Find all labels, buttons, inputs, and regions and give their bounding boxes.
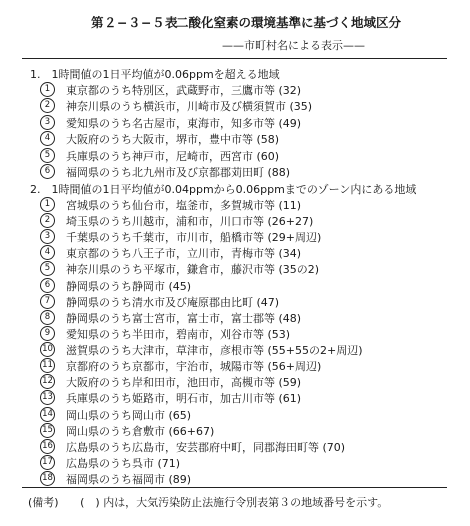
bottom-rule (22, 487, 447, 488)
table-title (0, 13, 470, 31)
circled-number: 16 (40, 439, 55, 454)
list-item-text: 広島県のうち広島市，安芸郡府中町，同郡海田町等 (70) (66, 441, 346, 454)
list-item-text: 福岡県のうち北九州市及び京都郡苅田町 (88) (66, 166, 291, 179)
circled-number: 5 (40, 148, 55, 163)
circled-number: 7 (40, 294, 55, 309)
section-2-heading: 2. 1時間値の1日平均値が0.04ppmから0.06ppmまでのゾーン内にある地域 (30, 183, 417, 196)
list-item-text: 福岡県のうち福岡市 (89) (66, 473, 192, 486)
circled-number: 9 (40, 326, 55, 341)
list-item-text: 兵庫県のうち姫路市，明石市，加古川市等 (61) (66, 392, 302, 405)
circled-number: 4 (40, 245, 55, 260)
circled-number: 1 (40, 197, 55, 212)
list-item-text: 大阪府のうち岸和田市，池田市，高槻市等 (59) (66, 376, 302, 389)
circled-number: 17 (40, 455, 55, 470)
list-item-text: 大阪府のうち大阪市，堺市，豊中市等 (58) (66, 133, 280, 146)
list-item-text: 岡山県のうち倉敷市 (66+67) (66, 425, 215, 438)
list-item-text: 静岡県のうち富士宮市，富士市，富士郡等 (48) (66, 312, 302, 325)
list-item-text: 神奈川県のうち横浜市，川崎市及び横須賀市 (35) (66, 100, 313, 113)
list-item-text: 岡山県のうち岡山市 (65) (66, 409, 192, 422)
circled-number: 13 (40, 390, 55, 405)
table-title-text: 二酸化窒素の環境基準に基づく地域区分 (176, 15, 402, 30)
circled-number: 14 (40, 407, 55, 422)
list-item-text: 千葉県のうち千葉市，市川市，船橋市等 (29+周辺) (66, 231, 322, 244)
list-item-text: 静岡県のうち清水市及び庵原郡由比町 (47) (66, 296, 280, 309)
list-item-text: 兵庫県のうち神戸市，尼崎市，西宮市 (60) (66, 150, 280, 163)
table-subtitle: ——市町村名による表示—— (222, 39, 365, 52)
list-item-text: 埼玉県のうち川越市，浦和市，川口市等 (26+27) (66, 215, 314, 228)
circled-number: 6 (40, 278, 55, 293)
circled-number: 2 (40, 213, 55, 228)
list-item-text: 滋賀県のうち大津市，草津市，彦根市等 (55+55の2+周辺) (66, 344, 363, 357)
top-rule (22, 58, 447, 59)
list-item-text: 神奈川県のうち平塚市，鎌倉市，藤沢市等 (35の2) (66, 263, 320, 276)
remarks-paren: ( ) (80, 496, 100, 509)
table-number: 第２−３−５表 (91, 15, 178, 30)
remarks (28, 494, 388, 510)
remarks-label: (備考) (28, 496, 59, 509)
circled-number: 4 (40, 131, 55, 146)
circled-number: 3 (40, 115, 55, 130)
list-item-text: 広島県のうち呉市 (71) (66, 457, 181, 470)
list-item-text: 東京都のうち八王子市，立川市，青梅市等 (34) (66, 247, 302, 260)
circled-number: 12 (40, 374, 55, 389)
circled-number: 18 (40, 471, 55, 486)
circled-number: 6 (40, 164, 55, 179)
remarks-text: 内は，大気汚染防止法施行令別表第３の地域番号を示す。 (103, 496, 389, 509)
list-item-text: 愛知県のうち半田市，碧南市，刈谷市等 (53) (66, 328, 291, 341)
circled-number: 10 (40, 342, 55, 357)
list-item-text: 宮城県のうち仙台市，塩釜市，多賀城市等 (11) (66, 199, 302, 212)
list-item-text: 京都府のうち京都市，宇治市，城陽市等 (56+周辺) (66, 360, 322, 373)
circled-number: 2 (40, 98, 55, 113)
section-1-heading: 1. 1時間値の1日平均値が0.06ppmを超える地域 (30, 68, 280, 81)
circled-number: 3 (40, 229, 55, 244)
list-item-text: 愛知県のうち名古屋市，東海市，知多市等 (49) (66, 117, 302, 130)
circled-number: 5 (40, 261, 55, 276)
list-item-text: 東京都のうち特別区，武蔵野市，三鷹市等 (32) (66, 84, 302, 97)
circled-number: 11 (40, 358, 55, 373)
circled-number: 8 (40, 310, 55, 325)
circled-number: 15 (40, 423, 55, 438)
list-item-text: 静岡県のうち静岡市 (45) (66, 280, 192, 293)
circled-number: 1 (40, 82, 55, 97)
